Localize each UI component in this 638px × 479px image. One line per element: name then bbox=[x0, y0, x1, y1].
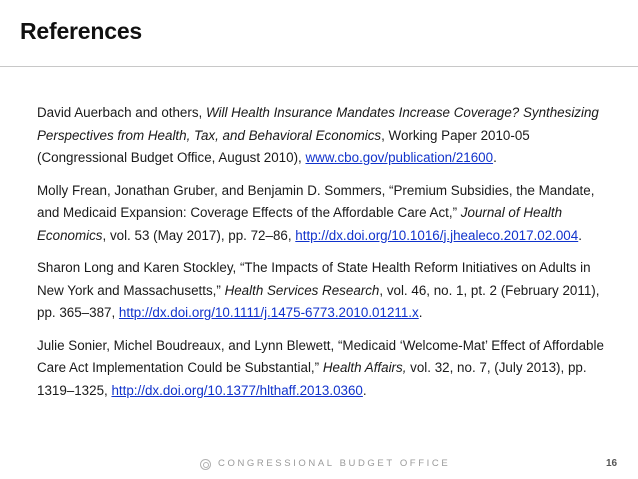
page-title: References bbox=[20, 18, 143, 44]
reference-end: . bbox=[362, 382, 367, 398]
reference-details: , vol. 53 (May 2017), pp. 72–86, bbox=[102, 227, 296, 243]
reference-text: Sharon Long and Karen Stockley, “The Impacts of State Health Reform Initiatives on Adults in New York and Massachusetts,” bbox=[37, 260, 591, 298]
cbo-seal-icon bbox=[200, 459, 211, 470]
reference-details: vol. 32, no. 7, (July 2013), pp. 1319–1325, bbox=[37, 360, 587, 398]
reference-item bbox=[37, 102, 615, 170]
reference-title: Will Health Insurance Mandates Increase Coverage? Synthesizing Perspectives from Health, Tax, and Behavioral Economics bbox=[37, 105, 599, 143]
reference-item bbox=[37, 335, 615, 403]
reference-text: Julie Sonier, Michel Boudreaux, and Lynn Blewett, “Medicaid ‘Welcome-Mat’ Effect of Affordable Care Act Implementation Could be Substantial,” bbox=[37, 337, 604, 375]
footer-organization: CONGRESSIONAL BUDGET OFFICE bbox=[218, 458, 451, 469]
reference-end: . bbox=[493, 150, 497, 165]
reference-end: . bbox=[578, 227, 582, 243]
reference-list bbox=[37, 102, 615, 412]
reference-item bbox=[37, 257, 615, 325]
reference-details: , vol. 46, no. 1, pt. 2 (February 2011), pp. 365–387, bbox=[37, 282, 600, 320]
reference-end: . bbox=[418, 305, 423, 320]
reference-link[interactable]: www.cbo.gov/publication/21600 bbox=[305, 150, 494, 165]
reference-title: Health Services Research bbox=[224, 282, 380, 298]
reference-link[interactable]: http://dx.doi.org/10.1016/j.jhealeco.2017.02.004 bbox=[295, 227, 579, 243]
reference-link[interactable]: http://dx.doi.org/10.1377/hlthaff.2013.0360 bbox=[111, 382, 363, 398]
reference-link[interactable]: http://dx.doi.org/10.1111/j.1475-6773.2010.01211.x bbox=[118, 305, 419, 320]
reference-details: , Working Paper 2010-05 (Congressional Budget Office, August 2010), bbox=[37, 127, 530, 165]
page-number: 16 bbox=[606, 458, 618, 469]
reference-item bbox=[37, 180, 615, 248]
reference-text: Molly Frean, Jonathan Gruber, and Benjamin D. Sommers, “Premium Subsidies, the Mandate, and Medicaid Expansion: Coverage Effects of the Affordable Care Act,” bbox=[37, 182, 595, 220]
reference-text: David Auerbach and others, bbox=[37, 105, 206, 120]
footer bbox=[0, 456, 638, 476]
reference-title: Journal of Health Economics bbox=[37, 205, 563, 243]
title-divider bbox=[0, 66, 638, 67]
reference-title: Health Affairs, bbox=[322, 360, 407, 375]
